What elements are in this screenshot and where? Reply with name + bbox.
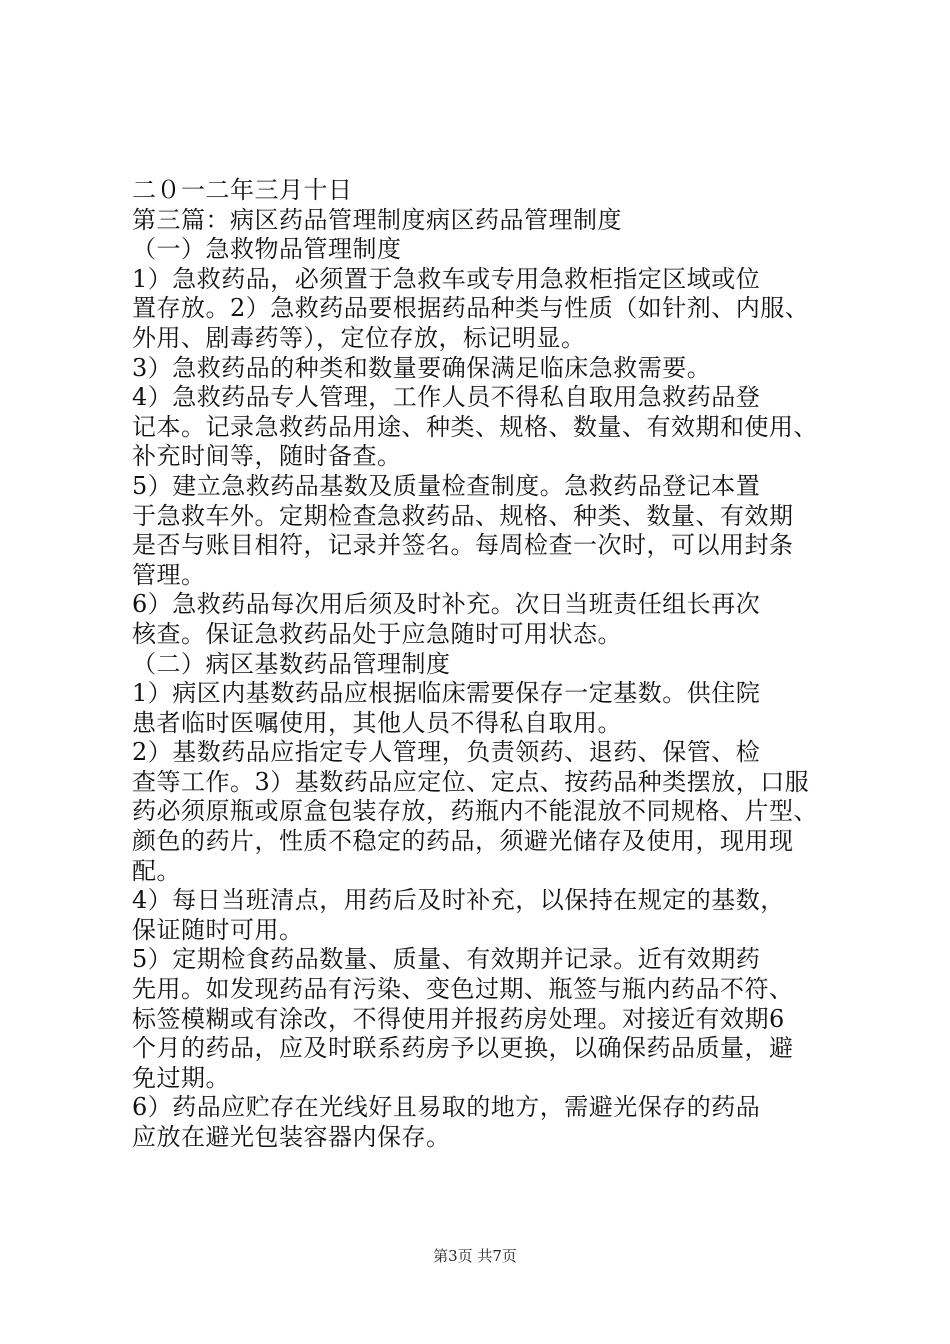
text-line: 1）急救药品，必须置于急救车或专用急救柜指定区域或位 xyxy=(132,264,761,293)
text-line: 查等工作。3）基数药品应定位、定点、按药品种类摆放，口服 xyxy=(132,767,810,796)
text-line: 6）药品应贮存在光线好且易取的地方，需避光保存的药品 xyxy=(132,1093,761,1122)
text-line: 第三篇：病区药品管理制度病区药品管理制度 xyxy=(132,205,622,234)
text-line: 5）定期检食药品数量、质量、有效期并记录。近有效期药 xyxy=(132,945,761,974)
text-line: 应放在避光包装容器内保存。 xyxy=(132,1123,451,1151)
text-line: 置存放。2）急救药品要根据药品种类与性质（如针剂、内服、 xyxy=(132,294,810,323)
text-line: 3）急救药品的种类和数量要确保满足临床急救需要。 xyxy=(132,353,712,382)
document-body xyxy=(132,176,832,1153)
text-line: 核查。保证急救药品处于应急随时可用状态。 xyxy=(132,619,622,648)
text-line: 二０一二年三月十日 xyxy=(132,176,353,204)
text-line: （一）急救物品管理制度 xyxy=(132,235,402,264)
text-line: 患者临时医嘱使用，其他人员不得私自取用。 xyxy=(132,708,622,737)
text-line: 5）建立急救药品基数及质量检查制度。急救药品登记本置 xyxy=(132,471,761,500)
page-footer: 第3页 共7页 xyxy=(433,1247,517,1265)
text-line: 于急救车外。定期检查急救药品、规格、种类、数量、有效期 xyxy=(132,501,794,530)
text-line: 先用。如发现药品有污染、变色过期、瓶签与瓶内药品不符、 xyxy=(132,975,794,1004)
text-line: 是否与账目相符，记录并签名。每周检查一次时，可以用封条 xyxy=(132,531,794,560)
text-line: （二）病区基数药品管理制度 xyxy=(132,649,451,678)
text-line: 1）病区内基数药品应根据临床需要保存一定基数。供住院 xyxy=(132,679,761,708)
text-line: 6）急救药品每次用后须及时补充。次日当班责任组长再次 xyxy=(132,590,761,619)
text-line: 个月的药品，应及时联系药房予以更换，以确保药品质量，避 xyxy=(132,1034,794,1063)
text-line: 外用、剧毒药等），定位存放，标记明显。 xyxy=(132,323,586,352)
text-line: 颜色的药片，性质不稳定的药品，须避光储存及使用，现用现 xyxy=(132,827,794,856)
text-line: 配。 xyxy=(132,856,181,885)
text-line: 4）急救药品专人管理，工作人员不得私自取用急救药品登 xyxy=(132,383,761,412)
text-line: 免过期。 xyxy=(132,1063,230,1092)
text-line: 管理。 xyxy=(132,560,206,589)
text-line: 2）基数药品应指定专人管理，负责领药、退药、保管、检 xyxy=(132,738,761,767)
text-line: 标签模糊或有涂改，不得使用并报药房处理。对接近有效期6 xyxy=(132,1004,785,1033)
text-line: 药必须原瓶或原盒包装存放，药瓶内不能混放不同规格、片型、 xyxy=(132,797,818,826)
text-line: 4）每日当班清点，用药后及时补充，以保持在规定的基数， xyxy=(132,886,785,915)
text-line: 补充时间等，随时备查。 xyxy=(132,442,402,471)
text-line: 保证随时可用。 xyxy=(132,915,304,944)
text-line: 记本。记录急救药品用途、种类、规格、数量、有效期和使用、 xyxy=(132,412,818,441)
